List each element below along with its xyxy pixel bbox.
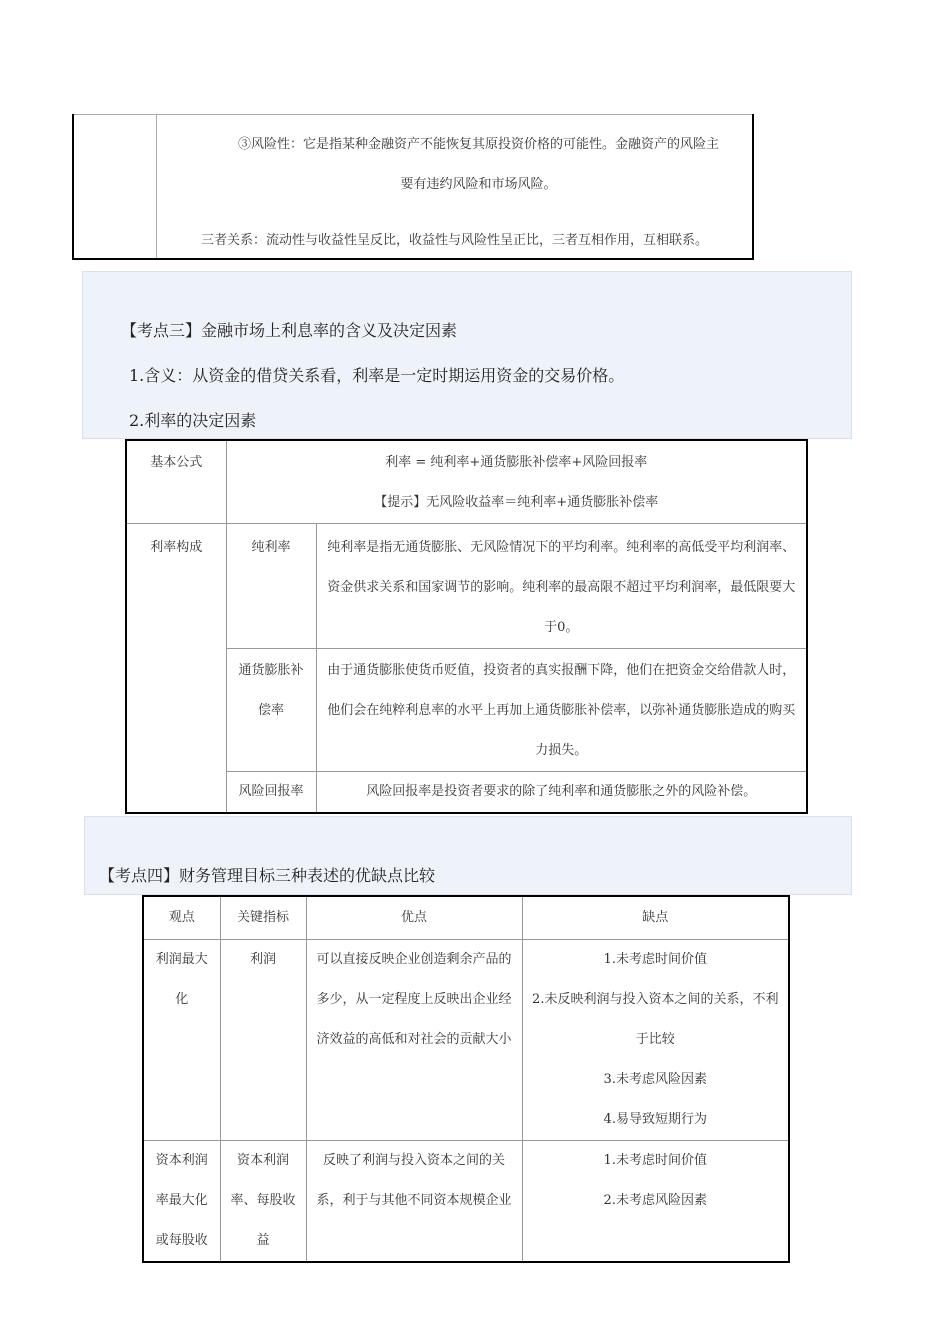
rate-description: 纯利率是指无通货膨胀、无风险情况下的平均利率。纯利率的高低受平均利润率、资金供求关系和国家调节的影响。纯利率的最高限不超过平均利润率，最低限要大于0。 — [316, 524, 807, 649]
cons-cell — [522, 1141, 789, 1263]
pros-cell: 反映了利润与投入资本之间的关系，利于与其他不同资本规模企业 — [306, 1141, 522, 1263]
section3-item2: 2.利率的决定因素 — [129, 411, 257, 430]
section3-panel — [82, 271, 852, 439]
rate-description: 风险回报率是投资者要求的除了纯利率和通货膨胀之外的风险补偿。 — [316, 772, 807, 814]
section3-item1: 1.含义：从资金的借贷关系看，利率是一定时期运用资金的交易价格。 — [129, 366, 625, 385]
section4-title: 【考点四】财务管理目标三种表述的优缺点比较 — [99, 866, 436, 885]
rate-name: 纯利率 — [226, 524, 316, 649]
rate-name: 通货膨胀补偿率 — [226, 649, 316, 772]
tip-text: 【提示】无风险收益率＝纯利率+通货膨胀补偿率 — [374, 495, 659, 510]
view-cell: 利润最大化 — [143, 940, 220, 1141]
cons-item: 1.未考虑时间价值 — [603, 1153, 707, 1168]
cons-item: 4.易导致短期行为 — [603, 1112, 707, 1127]
relationship-text: 三者关系：流动性与收益性呈反比，收益性与风险性呈正比，三者互相作用，互相联系。 — [200, 233, 708, 248]
column-header: 关键指标 — [220, 896, 306, 940]
cons-item: 2.未反映利润与投入资本之间的关系，不利于比较 — [532, 992, 779, 1047]
risk-description-cell — [157, 115, 754, 260]
rate-name: 风险回报率 — [226, 772, 316, 814]
cons-cell — [522, 940, 789, 1141]
column-header: 缺点 — [522, 896, 789, 940]
cons-item: 1.未考虑时间价值 — [603, 952, 707, 967]
table-row — [143, 940, 789, 1141]
pros-cell: 可以直接反映企业创造剩余产品的多少，从一定程度上反映出企业经济效益的高低和对社会的贡献大小 — [306, 940, 522, 1141]
table-row — [143, 1141, 789, 1263]
cons-item: 3.未考虑风险因素 — [603, 1072, 707, 1087]
interest-rate-table — [125, 439, 808, 814]
section4-panel — [84, 816, 852, 895]
cons-item: 2.未考虑风险因素 — [603, 1193, 707, 1208]
indicator-cell: 资本利润率、每股收益 — [220, 1141, 306, 1263]
liquidity-risk-table — [72, 114, 754, 260]
empty-label-cell — [73, 115, 157, 260]
indicator-cell: 利润 — [220, 940, 306, 1141]
section3-title: 【考点三】金融市场上利息率的含义及决定因素 — [121, 321, 458, 340]
risk-description: ③风险性：它是指某种金融资产不能恢复其原投资价格的可能性。金融资产的风险主 要有违约风险和市场风险。 — [237, 137, 719, 192]
formula-label: 基本公式 — [126, 440, 226, 524]
formula-text: 利率 = 纯利率+通货膨胀补偿率+风险回报率 — [385, 455, 648, 470]
composition-label: 利率构成 — [126, 524, 226, 814]
column-header: 优点 — [306, 896, 522, 940]
formula-cell — [226, 440, 807, 524]
view-cell: 资本利润率最大化或每股收 — [143, 1141, 220, 1263]
financial-goals-table — [142, 895, 790, 1263]
rate-description: 由于通货膨胀使货币贬值，投资者的真实报酬下降，他们在把资金交给借款人时，他们会在纯粹利息率的水平上再加上通货膨胀补偿率，以弥补通货膨胀造成的购买力损失。 — [316, 649, 807, 772]
column-header: 观点 — [143, 896, 220, 940]
